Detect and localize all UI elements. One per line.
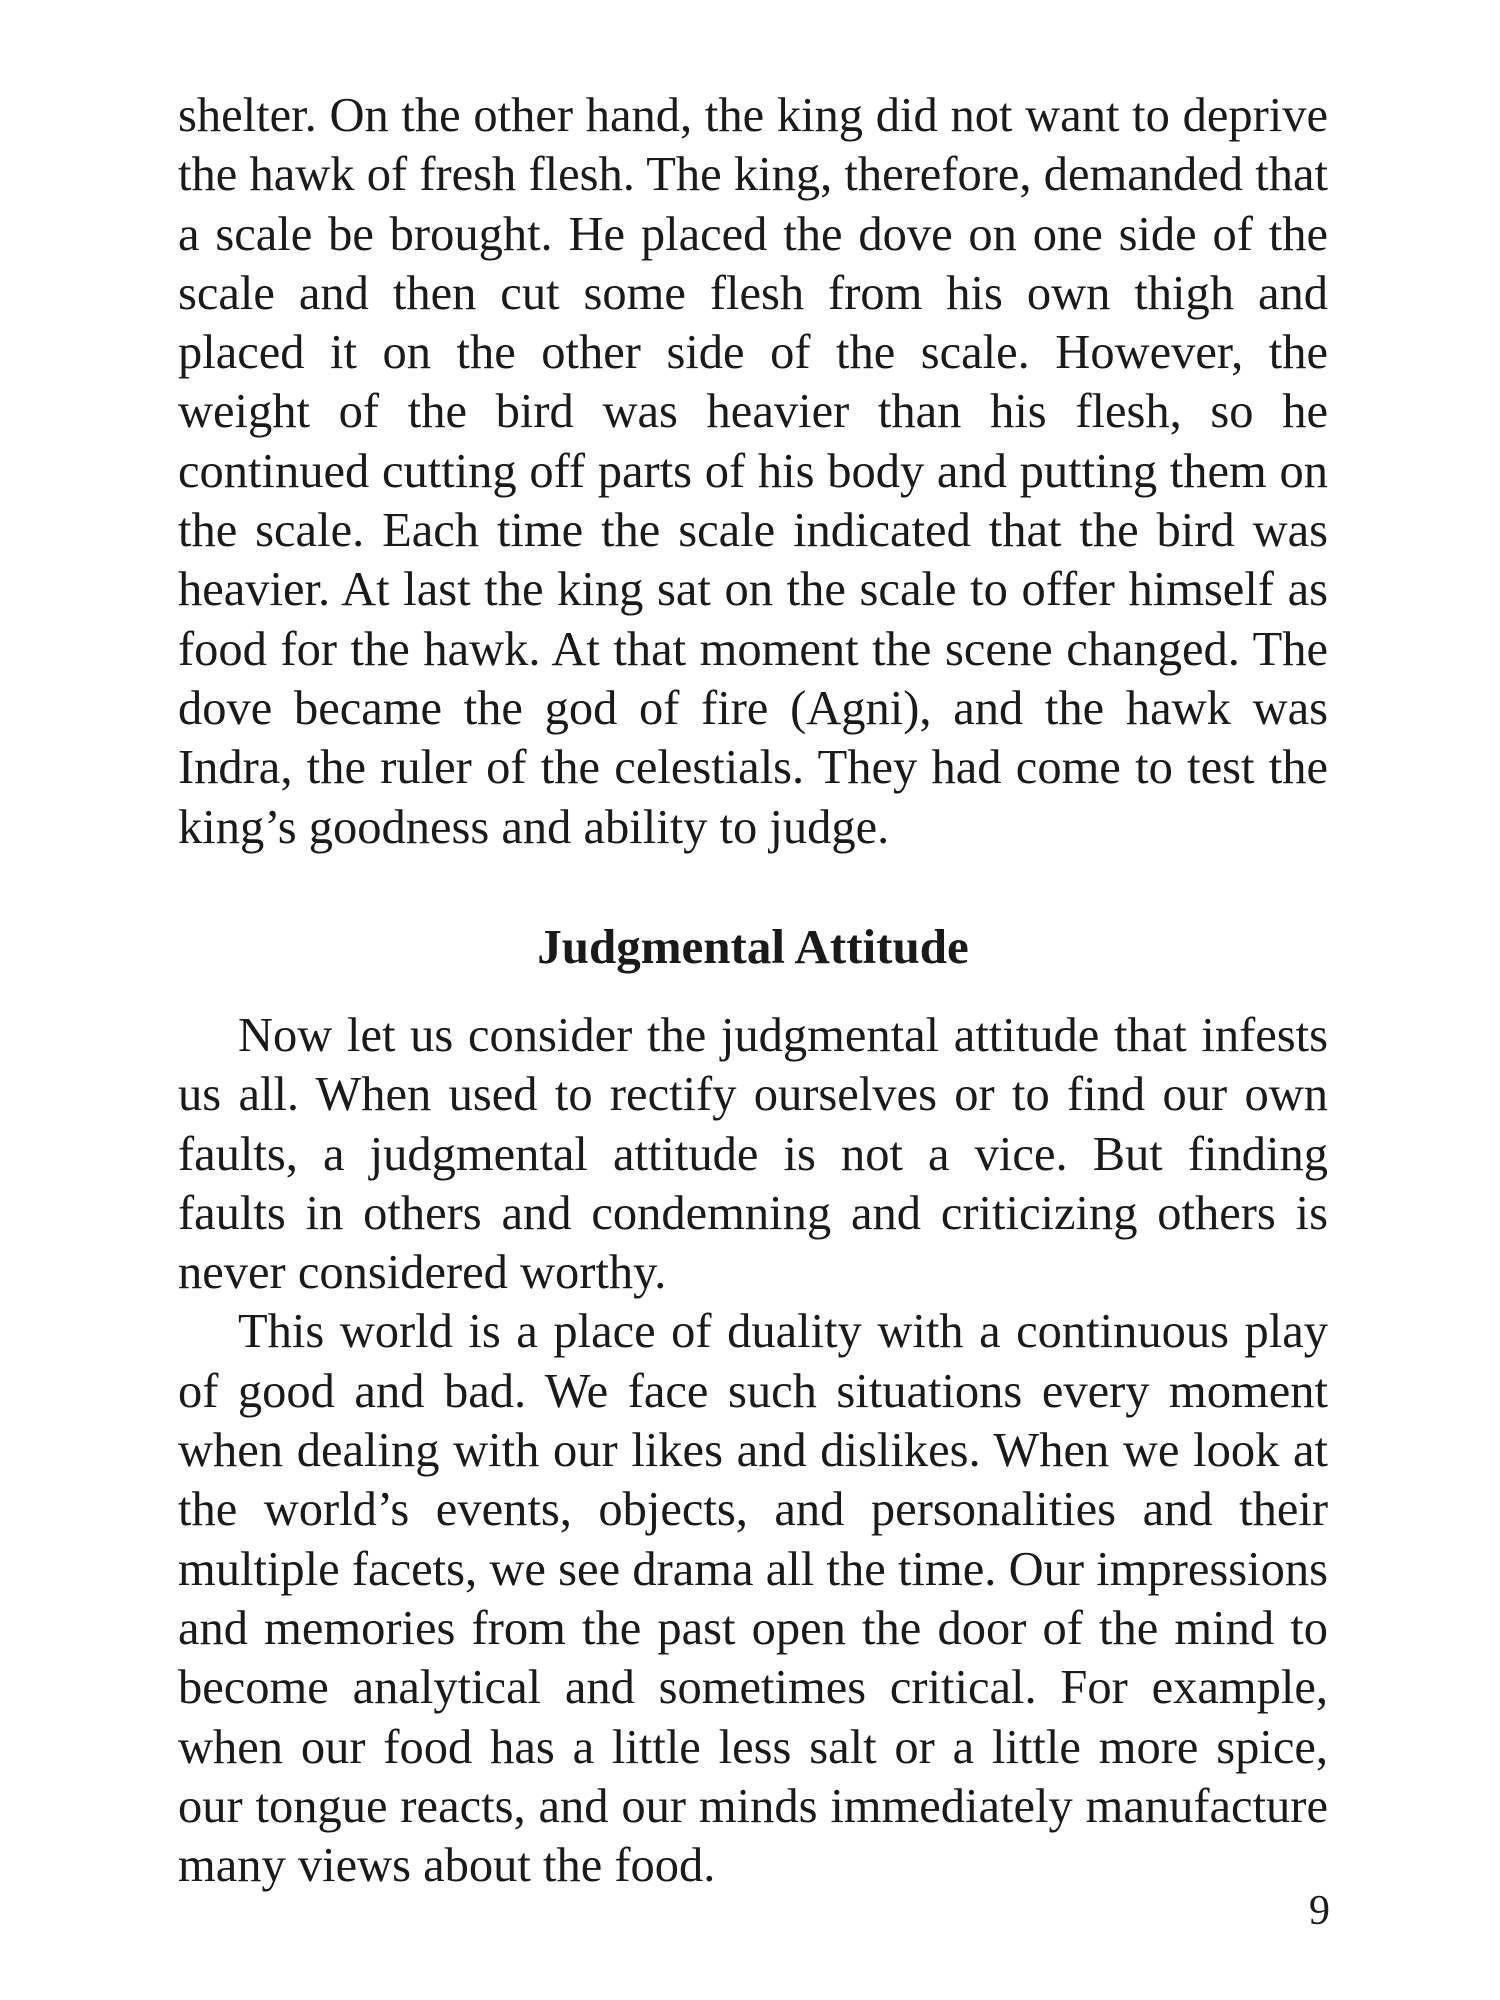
page-number: 9 — [1309, 1888, 1330, 1934]
continued-story-text — [178, 86, 1328, 857]
section-body — [178, 1006, 1328, 1895]
paragraph: Now let us consider the judgmental attitude that infests us all. When used to rectify ourselves or to find our own faults, a judgmental attitude is not a vice. But finding faults in others and condemning and criticizing others is never considered worthy. — [178, 1009, 1328, 1300]
section-heading: Judgmental Attitude — [537, 919, 969, 974]
paragraph-continued: shelter. On the other hand, the king did not want to deprive the hawk of fresh flesh. The king, therefore, demanded that a scale be brought. He placed the dove on one side of the scale and then cut some flesh from his own thigh and placed it on the other side of the scale. However, the weight of the bird was heavier than his flesh, so he continued cutting off parts of his body and putting them on the scale. Each time the scale indicated that the bird was heavier. At last the king sat on the scale to offer himself as food for the hawk. At that moment the scene changed. The dove became the god of fire (Agni), and the hawk was Indra, the ruler of the celestials. They had come to test the king’s goodness and ability to judge. — [178, 89, 1328, 854]
paragraph: This world is a place of duality with a continuous play of good and bad. We face such situations every moment when dealing with our likes and dislikes. When we look at the world’s events, objects, and personalities and their multiple facets, we see drama all the time. Our impressions and memories from the past open the door of the mind to become analytical and sometimes critical. For example, when our food has a little less salt or a little more spice, our tongue reacts, and our minds immediately manufacture many views about the food. — [178, 1305, 1328, 1893]
